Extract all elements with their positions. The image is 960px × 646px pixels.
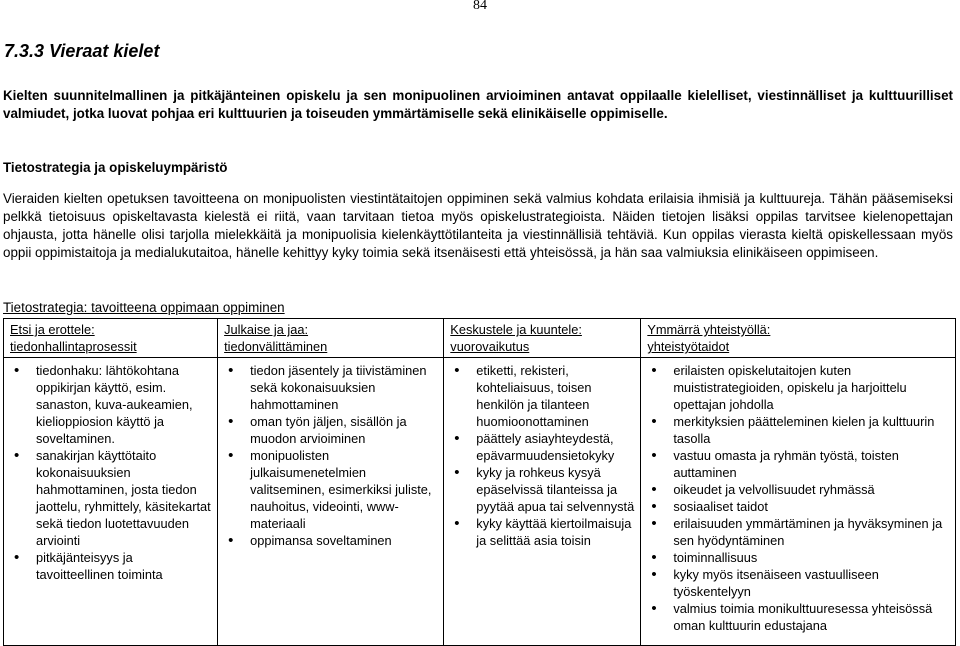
bullet-list <box>647 362 949 634</box>
intro-paragraph: Kielten suunnitelmallinen ja pitkäjänteinen opiskelu ja sen monipuolinen arvioiminen antavat oppilaalle kielelliset, viestinnälliset ja kulttuurilliset valmiudet, jotka luovat pohjaa eri kulttuurien ja toiseuden ymmärtämiselle sekä elinikäiselle oppimiselle. <box>3 88 953 121</box>
body-paragraph: Vieraiden kielten opetuksen tavoitteena on monipuolisten viestintätaitojen oppiminen sekä valmius kohdata erilaisia ihmisiä ja kulttuureja. Tähän pääsemiseksi pelkkä tietoisuus opiskeltavasta kielestä ei riitä, vaan tarvitaan tietoa myös opiskelustrategioista. Näiden tietojen lisäksi oppilas tarvitsee kielenopettajan ohjausta, jotta hänelle olisi tarjolla mielekkäitä ja monipuolisia kielenkäyttötilanteita ja viestinnällisiä tehtäviä. Kun oppilas vierasta kieltä opiskellessaan myös oppii oppimistaitoja ja medialukutaitoa, hänelle kehittyy kyky toimia sekä itsenäisesti että yhteisössä, ja hän saa valmiuksia elinikäiseen oppimiseen. <box>3 191 953 260</box>
list-item: • oman työn jäljen, sisällön ja muodon arvioiminen <box>224 413 437 447</box>
bullet-list <box>10 362 211 583</box>
list-item: • sanakirjan käyttötaito kokonaisuuksien hahmottaminen, josta tiedon jaottelu, ryhmittely, käsitekartat sekä tiedon luotettavuuden arviointi <box>10 447 211 549</box>
subheading: Tietostrategia ja opiskeluympäristö <box>3 160 228 175</box>
list-item: • oikeudet ja velvollisuudet ryhmässä <box>647 481 949 498</box>
column-cell <box>641 358 956 646</box>
list-item: • erilaisten opiskelutaitojen kuten muististrategioiden, opiskelu ja harjoittelu opettajan johdolla <box>647 362 949 413</box>
list-item: • kyky ja rohkeus kysyä epäselvissä tilanteissa ja pyytää apua tai selvennystä <box>450 464 634 515</box>
list-item: • oppimansa soveltaminen <box>224 532 437 549</box>
bullet-list <box>450 362 634 549</box>
list-item: • kyky käyttää kiertoilmaisuja ja selittää asia toisin <box>450 515 634 549</box>
list-item: • tiedonhaku: lähtökohtana oppikirjan käyttö, esim. sanaston, kuva-aukeamien, kielioppiosion käyttö ja soveltaminen. <box>10 362 211 447</box>
list-item: • pitkäjänteisyys ja tavoitteellinen toiminta <box>10 549 211 583</box>
column-header-title: Julkaise ja jaa: <box>224 322 309 337</box>
list-item: • päättely asiayhteydestä, epävarmuudensietokyky <box>450 430 634 464</box>
column-header-title: Etsi ja erottele: <box>10 322 95 337</box>
table-caption: Tietostrategia: tavoitteena oppimaan oppiminen <box>3 300 285 315</box>
column-header-title: Keskustele ja kuuntele: <box>450 322 582 337</box>
column-header-subtitle: yhteistyötaidot <box>647 339 730 354</box>
list-item: • erilaisuuden ymmärtäminen ja hyväksyminen ja sen hyödyntäminen <box>647 515 949 549</box>
column-header-subtitle: vuorovaikutus <box>450 339 530 354</box>
strategy-table <box>3 318 956 646</box>
list-item: • toiminnallisuus <box>647 549 949 566</box>
column-header-subtitle: tiedonvälittäminen <box>224 339 328 354</box>
column-cell <box>444 358 641 646</box>
column-header <box>218 319 444 358</box>
page-number: 84 <box>473 0 487 13</box>
list-item: • merkityksien päätteleminen kielen ja kulttuurin tasolla <box>647 413 949 447</box>
list-item: • etiketti, rekisteri, kohteliaisuus, toisen henkilön ja tilanteen huomioonottaminen <box>450 362 634 430</box>
column-header <box>641 319 956 358</box>
list-item: • monipuolisten julkaisumenetelmien valitseminen, esimerkiksi juliste, nauhoitus, videointi, www-materiaali <box>224 447 437 532</box>
list-item: • sosiaaliset taidot <box>647 498 949 515</box>
column-header <box>4 319 218 358</box>
list-item: • kyky myös itsenäiseen vastuulliseen työskentelyyn <box>647 566 949 600</box>
bullet-list <box>224 362 437 549</box>
column-cell <box>218 358 444 646</box>
column-header-subtitle: tiedonhallintaprosessit <box>10 339 137 354</box>
section-heading: 7.3.3 Vieraat kielet <box>4 41 160 61</box>
list-item: • tiedon jäsentely ja tiivistäminen sekä kokonaisuuksien hahmottaminen <box>224 362 437 413</box>
table-header-row <box>4 319 956 358</box>
list-item: • valmius toimia monikulttuuresessa yhteisössä oman kulttuurin edustajana <box>647 600 949 634</box>
list-item: • vastuu omasta ja ryhmän työstä, toisten auttaminen <box>647 447 949 481</box>
column-header-title: Ymmärrä yhteistyöllä: <box>647 322 771 337</box>
column-header <box>444 319 641 358</box>
column-cell <box>4 358 218 646</box>
table-body-row <box>4 358 956 646</box>
